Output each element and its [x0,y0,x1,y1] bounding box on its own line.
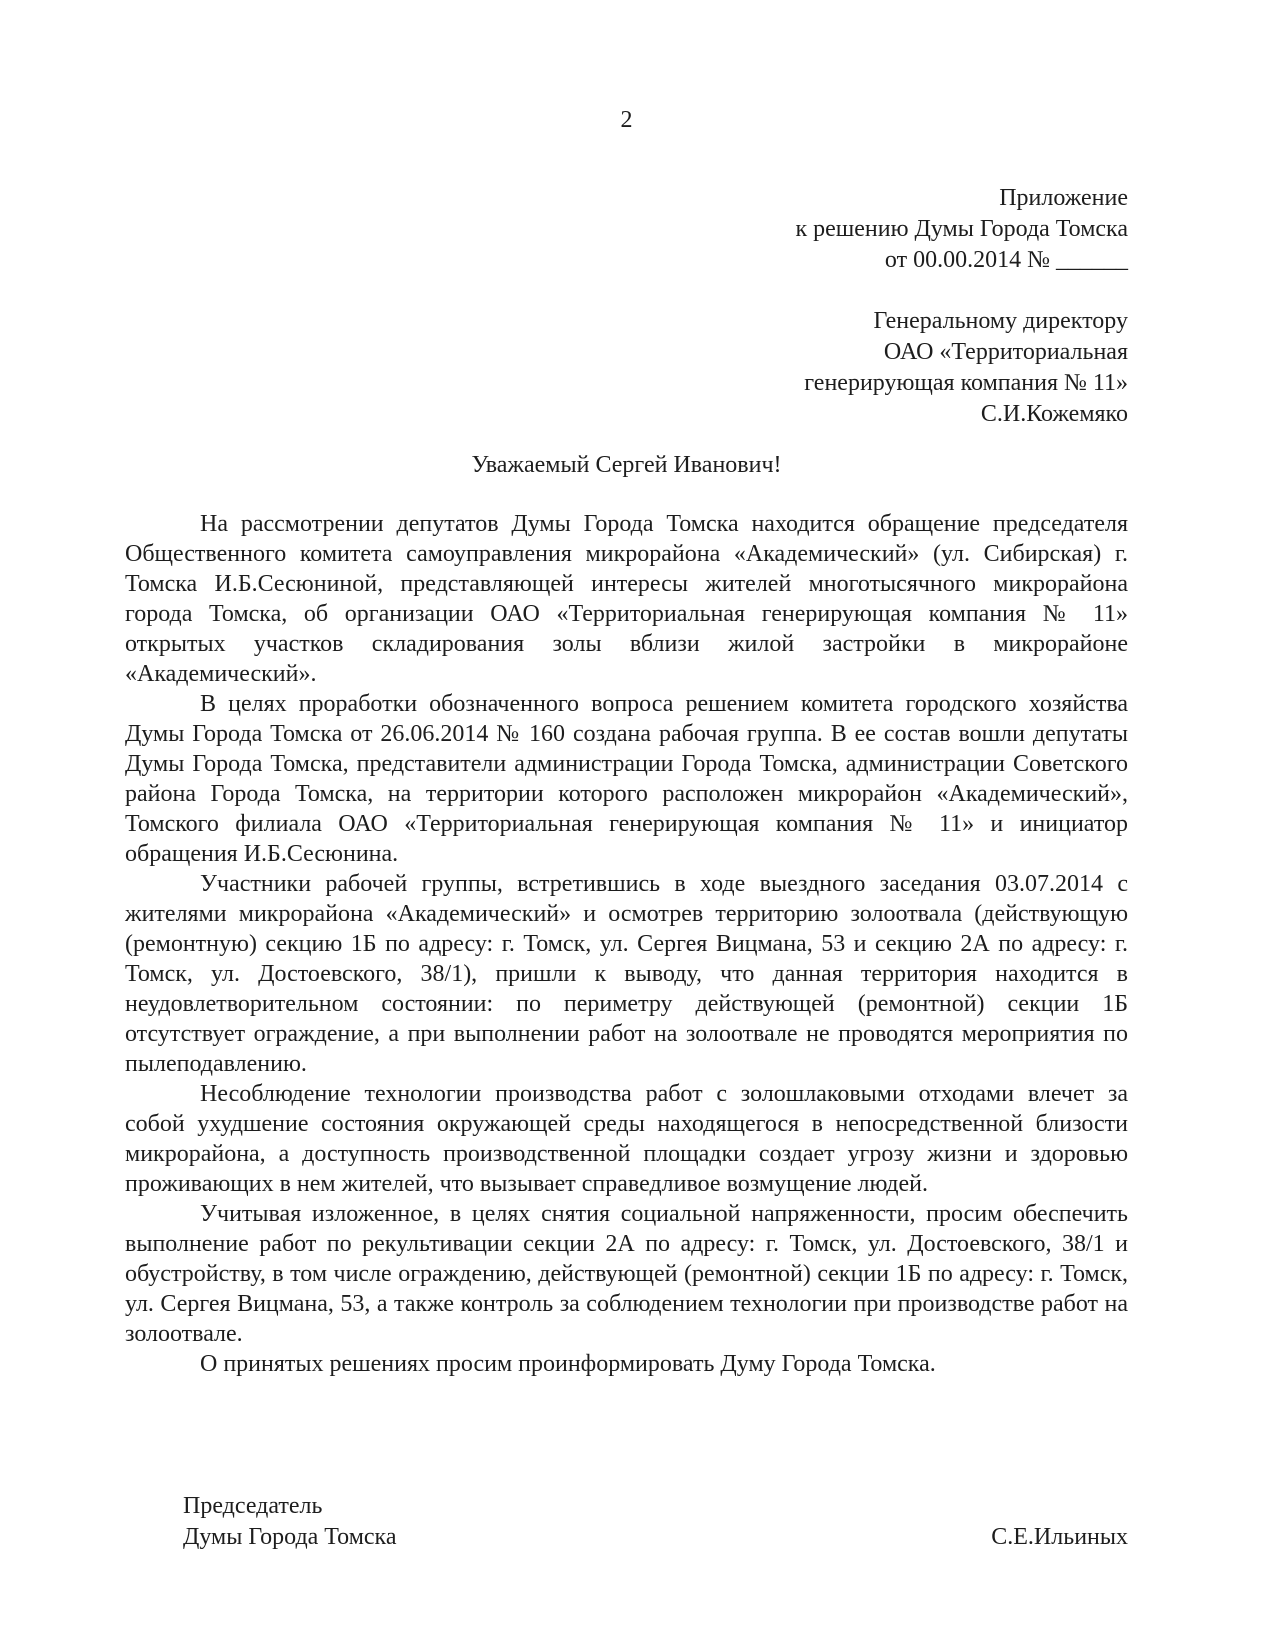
appendix-line: от 00.00.2014 № ______ [884,247,1128,273]
appendix-line: к решению Думы Города Томска [795,216,1128,242]
body-paragraph: В целях проработки обозначенного вопроса решением комитета городского хозяйства Думы Города Томска от 26.06.2014 № 160 создана рабочая группа. В ее состав вошли депутаты Думы Города Томска, представители администрации Города Томска, администрации Советского района Города Томска, на территории которого расположен микрорайон «Академический», Томского филиала ОАО «Территориальная генерирующая компания № 11» и инициатор обращения И.Б.Сесюнина. [125,691,1128,867]
body-paragraph: Участники рабочей группы, встретившись в ходе выездного заседания 03.07.2014 с жителями микрорайона «Академический» и осмотрев территорию золоотвала (действующую (ремонтную) секцию 1Б по адресу: г. Томск, ул. Сергея Вицмана, 53 и секцию 2А по адресу: г. Томск, ул. Достоевского, 38/1), пришли к выводу, что данная территория находится в неудовлетворительном состоянии: по периметру действующей (ремонтной) секции 1Б отсутствует ограждение, а при выполнении работ на золоотвале не проводятся мероприятия по пылеподавлению. [125,871,1128,1077]
body-paragraph: Учитывая изложенное, в целях снятия социальной напряженности, просим обеспечить выполнение работ по рекультивации секции 2А по адресу: г. Томск, ул. Достоевского, 38/1 и обустройству, в том числе ограждению, действующей (ремонтной) секции 1Б по адресу: г. Томск, ул. Сергея Вицмана, 53, а также контроль за соблюдением технологии при производстве работ на золоотвале. [125,1201,1128,1347]
letter-body [125,509,1128,1379]
signature-name: С.Е.Ильиных [991,1524,1128,1550]
recipient-line: Генеральному директору [873,308,1128,334]
appendix-line: Приложение [999,185,1128,211]
salutation: Уважаемый Сергей Иванович! [471,452,782,478]
signature-title-line: Думы Города Томска [183,1524,397,1550]
signature-title-line: Председатель [183,1493,323,1519]
signature-title [125,1491,397,1553]
appendix-reference-block [125,183,1128,276]
recipient-line: ОАО «Территориальная [883,339,1128,365]
page-number: 2 [620,107,633,133]
signature-block [125,1491,1128,1553]
body-paragraph: Несоблюдение технологии производства работ с золошлаковыми отходами влечет за собой ухудшение состояния окружающей среды находящегося в непосредственной близости микрорайона, а доступность производственной площадки создает угрозу жизни и здоровью проживающих в нем жителей, что вызывает справедливое возмущение людей. [125,1081,1128,1197]
body-paragraph: О принятых решениях просим проинформировать Думу Города Томска. [200,1351,936,1377]
body-paragraph: На рассмотрении депутатов Думы Города Томска находится обращение председателя Общественного комитета самоуправления микрорайона «Академический» (ул. Сибирская) г. Томска И.Б.Сесюниной, представляющей интересы жителей многотысячного микрорайона города Томска, об организации ОАО «Территориальная генерирующая компания № 11» открытых участков складирования золы вблизи жилой застройки в микрорайоне «Академический». [125,511,1128,687]
recipient-line: генерирующая компания № 11» [804,370,1128,396]
recipient-line: С.И.Кожемяко [980,401,1128,427]
recipient-address-block [125,306,1128,430]
